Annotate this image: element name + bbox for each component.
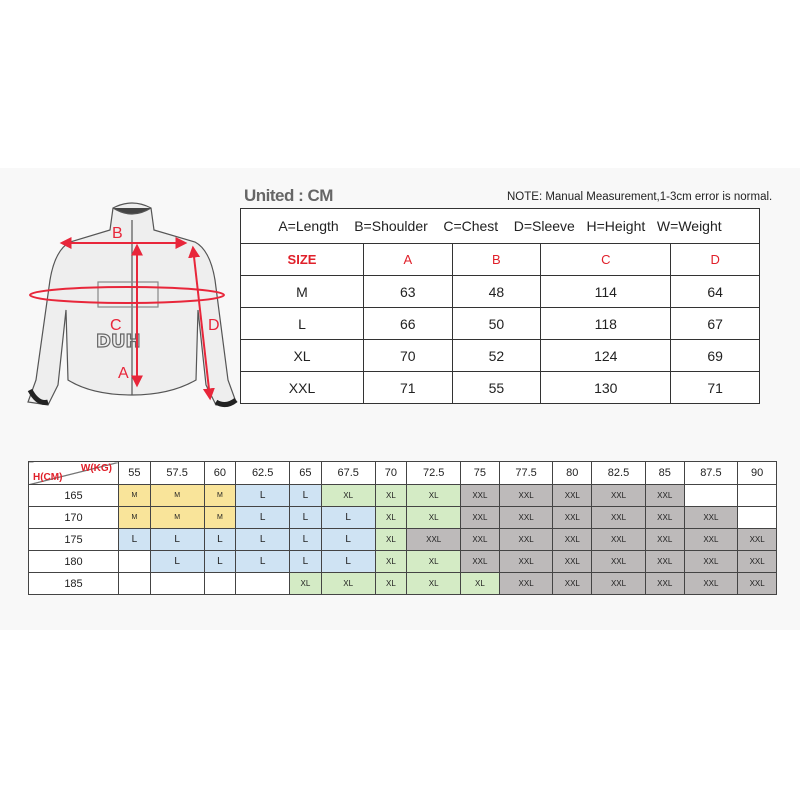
size-fit-cell: M: [119, 485, 151, 507]
label-b: B: [112, 225, 123, 242]
size-fit-cell: XXL: [553, 507, 592, 529]
size-fit-cell: XL: [375, 507, 407, 529]
size-fit-cell: L: [204, 529, 236, 551]
size-fit-cell: [738, 507, 777, 529]
measurement-cell: 64: [671, 276, 760, 308]
measurement-cell: 69: [671, 340, 760, 372]
label-d: D: [208, 317, 220, 334]
size-fit-cell: XXL: [499, 485, 553, 507]
weight-header: 80: [553, 462, 592, 485]
measurement-cell: 71: [364, 372, 453, 404]
unit-label: United : CM: [244, 186, 333, 205]
size-fit-cell: L: [321, 507, 375, 529]
size-fit-cell: XL: [321, 485, 375, 507]
size-fit-cell: XXL: [645, 551, 684, 573]
size-fit-cell: XXL: [738, 573, 777, 595]
size-cell: L: [241, 308, 364, 340]
height-cell: 170: [29, 507, 119, 529]
size-fit-cell: XL: [375, 573, 407, 595]
measurement-cell: 114: [541, 276, 671, 308]
measurement-cell: 67: [671, 308, 760, 340]
size-fit-cell: XXL: [684, 573, 738, 595]
weight-header: 82.5: [592, 462, 646, 485]
measurement-cell: 50: [452, 308, 541, 340]
size-fit-cell: [204, 573, 236, 595]
table-row: [241, 340, 760, 372]
size-fit-cell: XL: [461, 573, 500, 595]
size-cell: XL: [241, 340, 364, 372]
column-header: C: [541, 244, 671, 276]
height-cell: 185: [29, 573, 119, 595]
size-fit-cell: L: [204, 551, 236, 573]
height-cell: 175: [29, 529, 119, 551]
size-fit-cell: XXL: [592, 507, 646, 529]
table-row: [29, 485, 777, 507]
size-fit-cell: XXL: [461, 507, 500, 529]
size-fit-cell: XXL: [461, 485, 500, 507]
weight-header: 65: [290, 462, 322, 485]
size-fit-cell: XXL: [499, 529, 553, 551]
column-header: D: [671, 244, 760, 276]
size-fit-cell: L: [290, 485, 322, 507]
measurement-cell: 124: [541, 340, 671, 372]
size-fit-cell: L: [236, 507, 290, 529]
size-fit-cell: XXL: [461, 551, 500, 573]
size-fit-cell: XL: [407, 551, 461, 573]
size-fit-cell: XL: [407, 573, 461, 595]
size-fit-cell: XXL: [553, 485, 592, 507]
column-header: A: [364, 244, 453, 276]
size-fit-cell: M: [119, 507, 151, 529]
weight-header: 70: [375, 462, 407, 485]
weight-header: 60: [204, 462, 236, 485]
height-cell: 180: [29, 551, 119, 573]
measurement-note: NOTE: Manual Measurement,1-3cm error is normal.: [507, 191, 773, 203]
size-fit-cell: XXL: [592, 529, 646, 551]
measurement-cell: 48: [452, 276, 541, 308]
size-fit-cell: XXL: [553, 551, 592, 573]
measurement-cell: 66: [364, 308, 453, 340]
table-row: [29, 551, 777, 573]
size-fit-cell: XXL: [407, 529, 461, 551]
measurement-cell: 130: [541, 372, 671, 404]
size-fit-cell: L: [119, 529, 151, 551]
measurement-cell: 70: [364, 340, 453, 372]
svg-text:DUH: DUH: [96, 331, 141, 352]
measurement-cell: 71: [671, 372, 760, 404]
measurement-cell: 52: [452, 340, 541, 372]
height-axis-label: H(CM): [33, 472, 63, 483]
size-measurement-table: [240, 208, 760, 404]
measurement-cell: 63: [364, 276, 453, 308]
weight-header: 55: [119, 462, 151, 485]
size-fit-cell: XXL: [499, 507, 553, 529]
measurement-cell: 55: [452, 372, 541, 404]
size-fit-cell: XL: [375, 551, 407, 573]
measurement-legend: A=Length B=Shoulder C=Chest D=Sleeve H=Height W=Weight: [241, 209, 760, 244]
label-c: C: [110, 317, 122, 334]
size-cell: M: [241, 276, 364, 308]
size-fit-cell: M: [204, 485, 236, 507]
weight-header: 57.5: [150, 462, 204, 485]
weight-header: 75: [461, 462, 500, 485]
size-fit-cell: L: [236, 551, 290, 573]
weight-header: 90: [738, 462, 777, 485]
size-fit-cell: XXL: [684, 529, 738, 551]
corner-header: [29, 462, 119, 485]
weight-header: 72.5: [407, 462, 461, 485]
size-fit-cell: [236, 573, 290, 595]
size-fit-cell: XXL: [592, 485, 646, 507]
table-row: [241, 372, 760, 404]
size-fit-cell: XXL: [645, 485, 684, 507]
weight-axis-label: W(KG): [80, 463, 112, 474]
size-fit-cell: [684, 485, 738, 507]
size-fit-cell: L: [290, 529, 322, 551]
size-fit-cell: [150, 573, 204, 595]
size-fit-cell: [119, 573, 151, 595]
size-fit-cell: L: [290, 551, 322, 573]
size-fit-cell: XL: [375, 485, 407, 507]
weight-header: 67.5: [321, 462, 375, 485]
size-fit-cell: L: [150, 551, 204, 573]
size-fit-cell: L: [150, 529, 204, 551]
size-fit-cell: XXL: [553, 573, 592, 595]
size-fit-cell: L: [236, 485, 290, 507]
size-fit-cell: XXL: [553, 529, 592, 551]
size-fit-cell: XL: [375, 529, 407, 551]
size-fit-cell: L: [290, 507, 322, 529]
table-row: [29, 573, 777, 595]
size-fit-cell: XXL: [592, 573, 646, 595]
size-fit-cell: XXL: [461, 529, 500, 551]
size-fit-cell: [738, 485, 777, 507]
size-fit-cell: L: [321, 529, 375, 551]
size-fit-cell: XXL: [684, 507, 738, 529]
size-fit-cell: XXL: [738, 529, 777, 551]
height-weight-fit-table: [28, 461, 777, 595]
size-fit-cell: XXL: [645, 573, 684, 595]
table-row: [241, 276, 760, 308]
table-row: [29, 529, 777, 551]
size-fit-cell: XXL: [645, 507, 684, 529]
jacket-measurement-diagram: [20, 190, 250, 420]
size-fit-cell: XL: [407, 507, 461, 529]
table-row: [241, 308, 760, 340]
jacket-icon: [28, 203, 236, 405]
measurement-cell: 118: [541, 308, 671, 340]
height-cell: 165: [29, 485, 119, 507]
size-cell: XXL: [241, 372, 364, 404]
weight-header: 85: [645, 462, 684, 485]
size-fit-cell: L: [236, 529, 290, 551]
size-fit-cell: L: [321, 551, 375, 573]
size-fit-cell: M: [150, 507, 204, 529]
weight-header: 77.5: [499, 462, 553, 485]
size-fit-cell: XL: [290, 573, 322, 595]
table-row: [29, 507, 777, 529]
column-header: B: [452, 244, 541, 276]
size-fit-cell: [119, 551, 151, 573]
size-fit-cell: M: [150, 485, 204, 507]
size-fit-cell: XXL: [738, 551, 777, 573]
column-header: SIZE: [241, 244, 364, 276]
size-fit-cell: XXL: [645, 529, 684, 551]
size-fit-cell: XXL: [499, 573, 553, 595]
size-fit-cell: XL: [407, 485, 461, 507]
size-fit-cell: XXL: [499, 551, 553, 573]
weight-header: 87.5: [684, 462, 738, 485]
label-a: A: [118, 365, 129, 382]
weight-header: 62.5: [236, 462, 290, 485]
size-fit-cell: XXL: [592, 551, 646, 573]
size-fit-cell: XL: [321, 573, 375, 595]
size-fit-cell: M: [204, 507, 236, 529]
size-fit-cell: XXL: [684, 551, 738, 573]
